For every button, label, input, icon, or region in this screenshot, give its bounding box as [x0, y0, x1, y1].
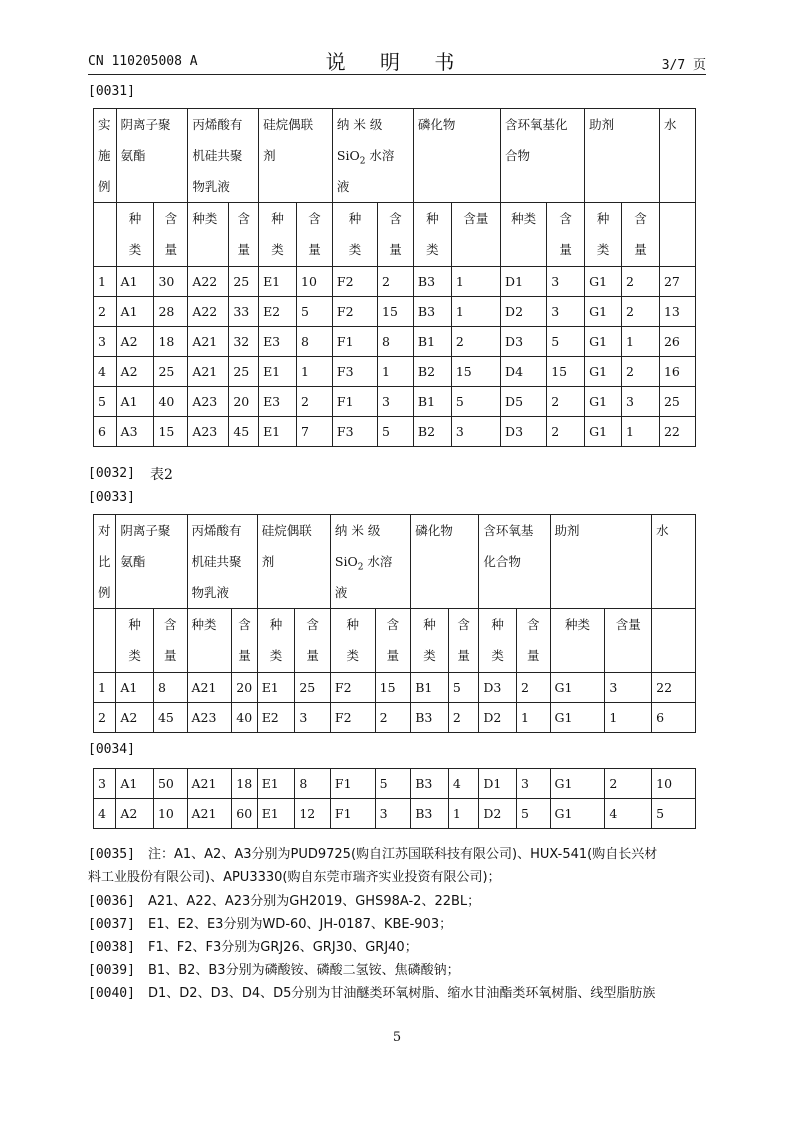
table-cell: 5 — [652, 799, 696, 829]
sub-type: 种类 — [550, 609, 605, 673]
sub-type: 种 类 — [257, 609, 295, 673]
header-phosphide: 磷化物 — [411, 515, 479, 609]
table-cell: 6 — [652, 703, 696, 733]
table-cell: 1 — [622, 417, 660, 447]
table-cell: A21 — [187, 799, 232, 829]
header-auxiliary: 助剂 — [585, 109, 660, 203]
page-indicator: 3/7 页 — [661, 58, 706, 73]
table-cell: 2 — [451, 327, 500, 357]
table-cell: 1 — [297, 357, 333, 387]
table-body — [94, 267, 696, 447]
header-rule — [88, 74, 706, 75]
header-example: 实 施 例 — [94, 109, 117, 203]
table-cell: F2 — [332, 267, 377, 297]
header-acrylic-silicone-emulsion: 丙烯酸有 机硅共聚 物乳液 — [188, 109, 259, 203]
table-cell: 26 — [659, 327, 695, 357]
table-cell: 3 — [375, 799, 411, 829]
table-cell: E2 — [257, 703, 295, 733]
row-number-cell: 3 — [94, 769, 116, 799]
sub-amount: 含 量 — [229, 203, 259, 267]
sub-amount: 含 量 — [547, 203, 585, 267]
table-cell: B1 — [413, 327, 451, 357]
table-row — [94, 769, 696, 799]
table-cell: A23 — [188, 387, 229, 417]
table-cell: 45 — [229, 417, 259, 447]
table-cell: A21 — [188, 327, 229, 357]
sub-amount: 含 量 — [448, 609, 479, 673]
note-text-continued: 料工业股份有限公司)、APU3330(购自东莞市瑞齐实业投资有限公司)； — [88, 870, 501, 885]
header-acrylic-silicone-emulsion: 丙烯酸有 机硅共聚 物乳液 — [187, 515, 257, 609]
table-cell: G1 — [585, 267, 622, 297]
table-cell: 1 — [451, 267, 500, 297]
table-cell: 25 — [659, 387, 695, 417]
table-cell: 22 — [652, 673, 696, 703]
sub-amount: 含 量 — [378, 203, 414, 267]
note-0038 — [88, 936, 714, 959]
comparison-table-continued — [93, 768, 696, 829]
table-cell: D3 — [501, 327, 547, 357]
page-number: 5 — [392, 1030, 402, 1045]
sub-type: 种 类 — [116, 203, 154, 267]
table-cell: B3 — [411, 799, 449, 829]
paragraph-tag: [0040] — [88, 986, 135, 1001]
table-cell: 1 — [451, 297, 500, 327]
table-cell: E1 — [257, 673, 295, 703]
table-cell: B3 — [411, 703, 449, 733]
header-epoxy-compound: 含环氧基化 合物 — [501, 109, 585, 203]
table-cell: 2 — [605, 769, 652, 799]
table-header-row — [94, 515, 696, 609]
table-cell: B1 — [413, 387, 451, 417]
header-nano-sio2: 纳 米 级 SiO$_2$ 水溶 液 — [330, 515, 410, 609]
table-cell: G1 — [550, 799, 605, 829]
header-nano-sio2: 纳 米 级 SiO$_2$ 水溶 液 — [332, 109, 413, 203]
table-cell: B3 — [411, 769, 449, 799]
table-cell: 20 — [229, 387, 259, 417]
table-cell: 1 — [605, 703, 652, 733]
paragraph-tag: [0039] — [88, 963, 135, 978]
header-water: 水 — [652, 515, 696, 609]
sub-amount: 含量 — [605, 609, 652, 673]
table-cell: 2 — [375, 703, 411, 733]
header-epoxy-compound: 含环氧基 化合物 — [479, 515, 550, 609]
table-cell: G1 — [585, 387, 622, 417]
table-cell: A1 — [116, 297, 154, 327]
table-row — [94, 673, 696, 703]
table-cell: B2 — [413, 357, 451, 387]
table-subheader-row — [94, 203, 696, 267]
table-cell: B2 — [413, 417, 451, 447]
sub-type: 种 类 — [413, 203, 451, 267]
table-cell: A2 — [116, 357, 154, 387]
sub-type: 种 类 — [585, 203, 622, 267]
sub-amount: 含 量 — [154, 203, 188, 267]
paragraph-tag: [0036] — [88, 894, 135, 909]
row-number-cell: 5 — [94, 387, 117, 417]
table-cell: 25 — [154, 357, 188, 387]
table-cell: A1 — [116, 267, 154, 297]
table-cell: 5 — [516, 799, 550, 829]
table-cell: 2 — [516, 673, 550, 703]
header-anionic-polyurethane: 阴离子聚 氨酯 — [116, 515, 187, 609]
table-cell: 5 — [448, 673, 479, 703]
table-cell: E1 — [259, 357, 297, 387]
table-cell: A21 — [187, 769, 232, 799]
row-number-cell: 2 — [94, 703, 116, 733]
table-cell: 3 — [605, 673, 652, 703]
paragraph-tag-0032: [0032] — [88, 466, 135, 481]
sub-type: 种类 — [187, 609, 232, 673]
note-text: D1、D2、D3、D4、D5分别为甘油醚类环氧树脂、缩水甘油酯类环氧树脂、线型脂肪族 — [148, 986, 656, 1001]
table-body — [94, 673, 696, 733]
table-cell: D5 — [501, 387, 547, 417]
table-cell: 30 — [154, 267, 188, 297]
table-cell: 15 — [451, 357, 500, 387]
note-text: E1、E2、E3分别为WD-60、JH-0187、KBE-903； — [148, 917, 453, 932]
table-cell: A21 — [188, 357, 229, 387]
table-cell: 3 — [547, 297, 585, 327]
table-cell: 10 — [153, 799, 187, 829]
table-cell: 12 — [295, 799, 331, 829]
table-cell: 1 — [448, 799, 479, 829]
table-cell: E2 — [259, 297, 297, 327]
table-cell: 3 — [295, 703, 331, 733]
note-0039 — [88, 959, 714, 982]
table-cell: 22 — [659, 417, 695, 447]
table-cell: B1 — [411, 673, 449, 703]
table-cell: D3 — [501, 417, 547, 447]
document-title: 说 明 书 — [325, 50, 469, 74]
table-row — [94, 387, 696, 417]
note-0040 — [88, 982, 714, 1005]
table-cell: A23 — [187, 703, 232, 733]
table-cell: 28 — [154, 297, 188, 327]
table-cell: D1 — [479, 769, 517, 799]
table-cell: 8 — [153, 673, 187, 703]
table-cell: A1 — [116, 769, 154, 799]
sub-type: 种 类 — [332, 203, 377, 267]
table-cell: D3 — [479, 673, 517, 703]
table-cell: 1 — [516, 703, 550, 733]
table-row — [94, 267, 696, 297]
note-text: A21、A22、A23分别为GH2019、GHS98A-2、22BL； — [148, 894, 481, 909]
table-cell: F1 — [330, 769, 375, 799]
table-cell: 2 — [547, 417, 585, 447]
table-cell: G1 — [550, 703, 605, 733]
note-0037 — [88, 913, 714, 936]
table-cell: B3 — [413, 267, 451, 297]
table-cell: A1 — [116, 673, 154, 703]
table-cell: 15 — [378, 297, 414, 327]
table-cell: D2 — [479, 703, 517, 733]
table-cell: A2 — [116, 703, 154, 733]
table-cell: F1 — [332, 387, 377, 417]
paragraph-tag: [0037] — [88, 917, 135, 932]
table-cell: 10 — [652, 769, 696, 799]
table-header-row — [94, 109, 696, 203]
table-cell: F2 — [330, 673, 375, 703]
table-cell: 3 — [547, 267, 585, 297]
row-number-cell: 2 — [94, 297, 117, 327]
table-row — [94, 417, 696, 447]
table-cell: 5 — [378, 417, 414, 447]
table-cell: 2 — [622, 267, 660, 297]
comparison-table — [93, 514, 696, 733]
sub-amount: 含 量 — [375, 609, 411, 673]
table-cell: F2 — [332, 297, 377, 327]
table-cell: D4 — [501, 357, 547, 387]
sub-amount: 含量 — [451, 203, 500, 267]
table-cell: 25 — [229, 267, 259, 297]
table-cell: 3 — [622, 387, 660, 417]
note-text: B1、B2、B3分别为磷酸铵、磷酸二氢铵、焦磷酸钠； — [148, 963, 460, 978]
table-cell: 3 — [516, 769, 550, 799]
sub-type: 种类 — [501, 203, 547, 267]
header-silane-coupling-agent: 硅烷偶联 剂 — [259, 109, 333, 203]
table-cell: 5 — [297, 297, 333, 327]
table-cell: 33 — [229, 297, 259, 327]
table-row — [94, 703, 696, 733]
row-number-cell: 1 — [94, 267, 117, 297]
sub-type: 种 类 — [259, 203, 297, 267]
table-cell: 10 — [297, 267, 333, 297]
table-cell: 8 — [295, 769, 331, 799]
table-cell: 8 — [297, 327, 333, 357]
sub-amount: 含 量 — [153, 609, 187, 673]
table-cell: D2 — [501, 297, 547, 327]
table-cell: A2 — [116, 799, 154, 829]
table-cell: 7 — [297, 417, 333, 447]
header-phosphide: 磷化物 — [413, 109, 500, 203]
table-cell: 5 — [375, 769, 411, 799]
table-cell: 15 — [154, 417, 188, 447]
header-silane-coupling-agent: 硅烷偶联 剂 — [257, 515, 330, 609]
table-cell: A23 — [188, 417, 229, 447]
table-cell: 2 — [622, 297, 660, 327]
table-cell: 15 — [547, 357, 585, 387]
table-cell: G1 — [585, 357, 622, 387]
table-cell: B3 — [413, 297, 451, 327]
table-cell: G1 — [585, 297, 622, 327]
sub-type: 种 类 — [116, 609, 154, 673]
table-cell: 8 — [378, 327, 414, 357]
examples-table — [93, 108, 696, 447]
table-cell: 13 — [659, 297, 695, 327]
table-cell: 18 — [154, 327, 188, 357]
note-text: 注：A1、A2、A3分别为PUD9725(购自江苏国联科技有限公司)、HUX-541(购自长兴材 — [148, 847, 658, 862]
table-cell: A3 — [116, 417, 154, 447]
table-cell: 50 — [153, 769, 187, 799]
row-number-cell: 4 — [94, 799, 116, 829]
table-cell: E1 — [259, 417, 297, 447]
table-cell: 2 — [297, 387, 333, 417]
table-cell: 5 — [547, 327, 585, 357]
table-row — [94, 799, 696, 829]
sub-amount: 含 量 — [516, 609, 550, 673]
table-cell: 18 — [232, 769, 257, 799]
table-cell: G1 — [550, 673, 605, 703]
sub-type: 种类 — [188, 203, 229, 267]
table-cell: A1 — [116, 387, 154, 417]
table-cell: 2 — [448, 703, 479, 733]
sub-amount: 含 量 — [232, 609, 257, 673]
table-cell: A21 — [187, 673, 232, 703]
paragraph-tag-0033: [0033] — [88, 490, 135, 505]
table-cell: 3 — [378, 387, 414, 417]
table-cell: E1 — [257, 769, 295, 799]
row-number-cell: 1 — [94, 673, 116, 703]
header-comparative-example: 对 比 例 — [94, 515, 116, 609]
table-cell: 4 — [605, 799, 652, 829]
note-0036 — [88, 890, 714, 913]
table-cell: 5 — [451, 387, 500, 417]
table-cell: F1 — [330, 799, 375, 829]
table-cell: 40 — [154, 387, 188, 417]
paragraph-tag: [0038] — [88, 940, 135, 955]
table-cell: G1 — [550, 769, 605, 799]
header-water: 水 — [659, 109, 695, 203]
table-cell: F1 — [332, 327, 377, 357]
table-row — [94, 297, 696, 327]
table-cell: E1 — [257, 799, 295, 829]
table-cell: A22 — [188, 297, 229, 327]
table-cell: 2 — [378, 267, 414, 297]
table-cell: G1 — [585, 417, 622, 447]
patent-number: CN 110205008 A — [88, 54, 198, 69]
sub-type: 种 类 — [330, 609, 375, 673]
table-cell: 2 — [547, 387, 585, 417]
table-cell: 16 — [659, 357, 695, 387]
table-cell: D1 — [501, 267, 547, 297]
table-cell: 20 — [232, 673, 257, 703]
sub-amount: 含 量 — [295, 609, 331, 673]
row-number-cell: 3 — [94, 327, 117, 357]
table-cell: 25 — [229, 357, 259, 387]
note-0035 — [88, 843, 714, 889]
table-cell: E3 — [259, 327, 297, 357]
sub-amount: 含 量 — [622, 203, 660, 267]
table-cell: F3 — [332, 417, 377, 447]
paragraph-tag-0031: [0031] — [88, 84, 135, 99]
table-cell: 15 — [375, 673, 411, 703]
table-cell: 60 — [232, 799, 257, 829]
table-cell: A22 — [188, 267, 229, 297]
sub-type: 种 类 — [479, 609, 517, 673]
table-row — [94, 327, 696, 357]
table-subheader-row — [94, 609, 696, 673]
row-number-cell: 4 — [94, 357, 117, 387]
sub-type: 种 类 — [411, 609, 449, 673]
table-cell: 27 — [659, 267, 695, 297]
row-number-cell: 6 — [94, 417, 117, 447]
table-cell: E1 — [259, 267, 297, 297]
table-cell: 1 — [622, 327, 660, 357]
table-cell: G1 — [585, 327, 622, 357]
table-cell: 45 — [153, 703, 187, 733]
paragraph-tag-0034: [0034] — [88, 742, 135, 757]
table-cell: E3 — [259, 387, 297, 417]
table-cell: A2 — [116, 327, 154, 357]
table-cell: 3 — [451, 417, 500, 447]
paragraph-tag: [0035] — [88, 847, 135, 862]
note-text: F1、F2、F3分别为GRJ26、GRJ30、GRJ40； — [148, 940, 418, 955]
table-cell: F2 — [330, 703, 375, 733]
table-cell: D2 — [479, 799, 517, 829]
table-cell: 40 — [232, 703, 257, 733]
header-auxiliary: 助剂 — [550, 515, 652, 609]
table-cell: 4 — [448, 769, 479, 799]
table-cell: 2 — [622, 357, 660, 387]
table-row — [94, 357, 696, 387]
table-cell: 1 — [378, 357, 414, 387]
header-anionic-polyurethane: 阴离子聚 氨酯 — [116, 109, 188, 203]
table-caption: 表2 — [150, 467, 173, 483]
table-cell: 32 — [229, 327, 259, 357]
table-cell: F3 — [332, 357, 377, 387]
sub-amount: 含 量 — [297, 203, 333, 267]
table-cell: 25 — [295, 673, 331, 703]
table-body — [94, 769, 696, 829]
